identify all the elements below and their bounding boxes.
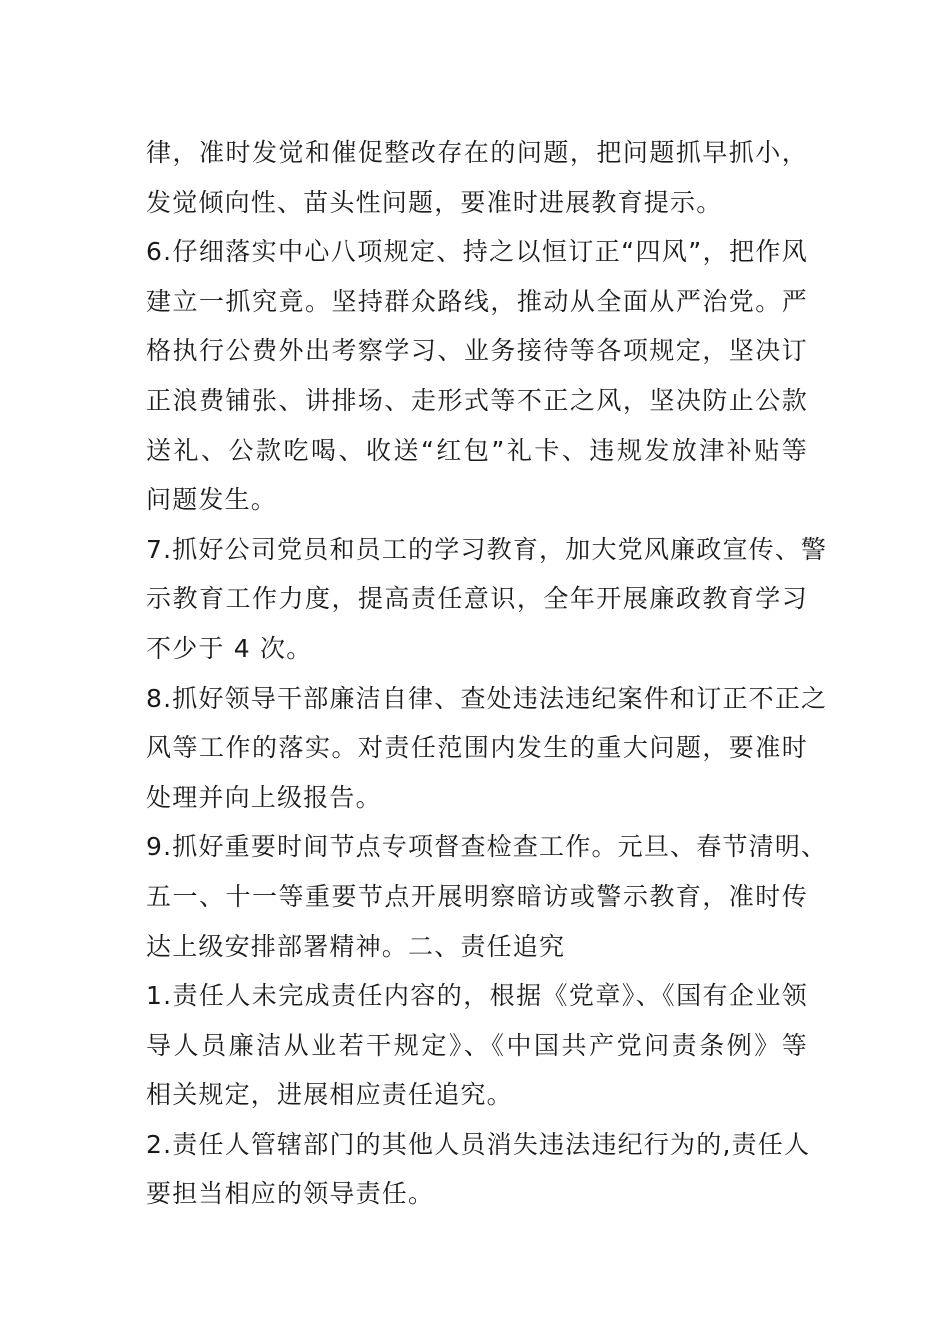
text-line: 示教育工作力度，提高责任意识，全年开展廉政教育学习 bbox=[146, 584, 808, 614]
text-line: 送礼、公款吃喝、收送“红包”礼卡、违规发放津补贴等 bbox=[146, 435, 808, 465]
text-line: 问题发生。 bbox=[146, 485, 278, 515]
text-line: 不少于 4 次。 bbox=[146, 633, 313, 663]
body-text bbox=[146, 128, 828, 1219]
text-line: 处理并向上级报告。 bbox=[146, 782, 382, 812]
section-heading-line: 达上级安排部署精神。二、责任追究 bbox=[146, 931, 566, 961]
item-9-line: 9.抓好重要时间节点专项督查检查工作。元旦、春节清明、 bbox=[146, 832, 828, 862]
text-line: 五一、十一等重要节点开展明察暗访或警示教育，准时传 bbox=[146, 881, 808, 911]
text-line: 发觉倾向性、苗头性问题，要准时进展教育提示。 bbox=[146, 187, 723, 217]
text-line: 格执行公费外出考察学习、业务接待等各项规定，坚决订 bbox=[146, 336, 808, 366]
text-line: 正浪费铺张、讲排场、走形式等不正之风，坚决防止公款 bbox=[146, 385, 808, 415]
text-line: 建立一抓究竟。坚持群众路线，推动从全面从严治党。严 bbox=[146, 286, 808, 316]
item-1-line: 1.责任人未完成责任内容的，根据《党章》、《国有企业领 bbox=[146, 981, 808, 1011]
text-line: 律，准时发觉和催促整改存在的问题，把问题抓早抓小， bbox=[146, 138, 808, 167]
text-line: 风等工作的落实。对责任范围内发生的重大问题，要准时 bbox=[146, 733, 808, 763]
text-line: 要担当相应的领导责任。 bbox=[146, 1179, 435, 1209]
item-8-line: 8.抓好领导干部廉洁自律、查处违法违纪案件和订正不正之 bbox=[146, 683, 828, 713]
item-6-line: 6.仔细落实中心八项规定、持之以恒订正“四风”，把作风 bbox=[146, 237, 808, 267]
text-line: 导人员廉洁从业若干规定》、《中国共产党问责条例》等 bbox=[146, 1030, 808, 1060]
item-2-line: 2.责任人管辖部门的其他人员消失违法违纪行为的,责任人 bbox=[146, 1129, 811, 1159]
item-7-line: 7.抓好公司党员和员工的学习教育，加大党风廉政宣传、警 bbox=[146, 534, 828, 564]
text-line: 相关规定，进展相应责任追究。 bbox=[146, 1080, 513, 1110]
